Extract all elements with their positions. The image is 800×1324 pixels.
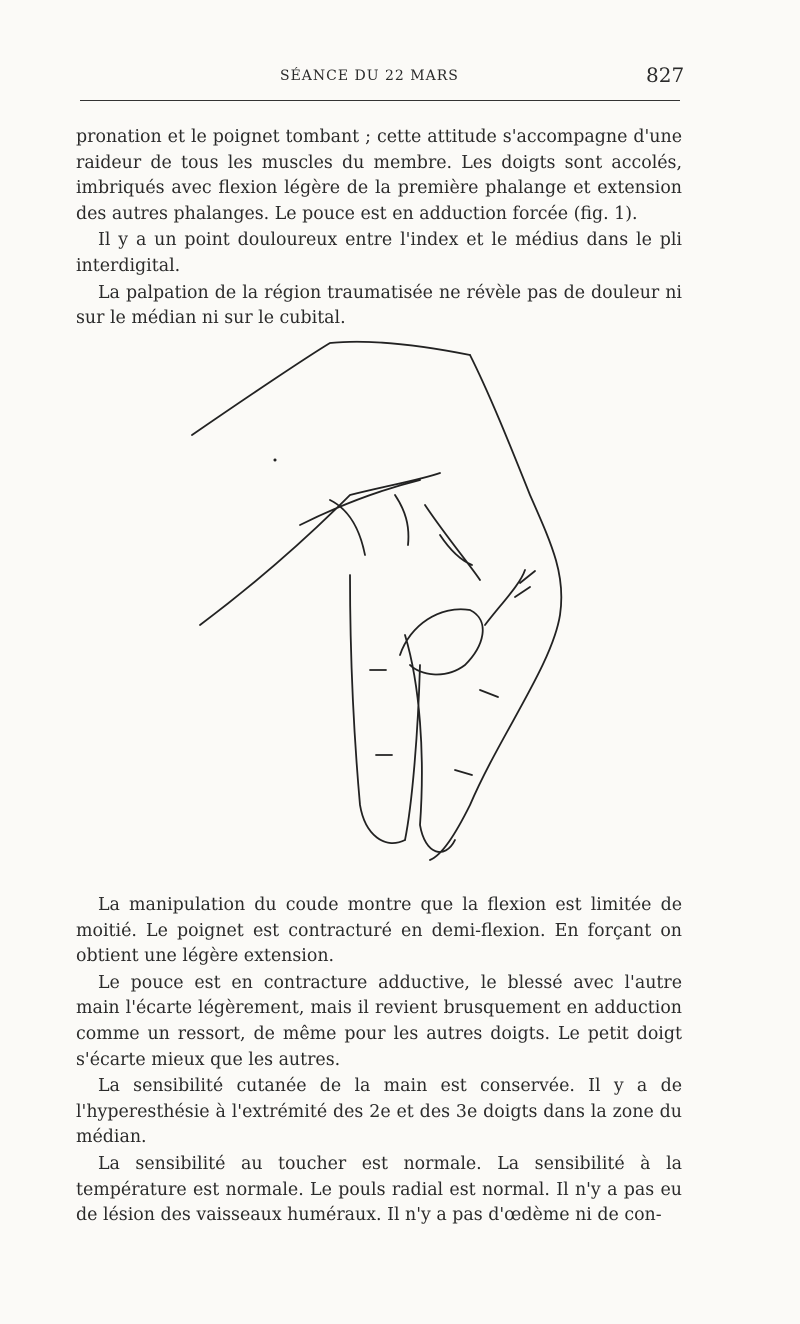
paragraph: La palpation de la région traumatisée ne révèle pas de douleur ni sur le médian ni sur le cubital. [76, 282, 682, 329]
page-number: 827 [646, 63, 685, 87]
hand-illustration [180, 335, 600, 875]
text-block-top [76, 125, 682, 332]
paragraph: La manipulation du coude montre que la flexion est limitée de moitié. Le poignet est contracturé en demi-flexion. En forçant on obtient une légère extension. [76, 895, 682, 967]
running-header: SÉANCE DU 22 MARS [280, 68, 459, 84]
hand-figure [180, 335, 600, 875]
header-rule [80, 100, 680, 101]
paragraph: pronation et le poignet tombant ; cette attitude s'accompagne d'une raideur de tous les muscles du membre. Les doigts sont accolés, imbriqués avec flexion légère de la première phalange et extension des autres phalanges. Le pouce est en adduction forcée (fig. 1). [76, 127, 682, 224]
paragraph: Il y a un point douloureux entre l'index et le médius dans le pli interdigital. [76, 230, 682, 276]
paragraph: La sensibilité cutanée de la main est conservée. Il y a de l'hyperesthésie à l'extrémité des 2e et des 3e doigts dans la zone du médian. [76, 1076, 682, 1148]
text-block-bottom [76, 893, 682, 1229]
paragraph: Le pouce est en contracture adductive, le blessé avec l'autre main l'écarte légèrement, mais il revient brusquement en adduction comme un ressort, de même pour les autres doigts. Le petit doigt s'écarte mieux que les autres. [76, 972, 682, 1070]
paragraph: La sensibilité au toucher est normale. La sensibilité à la température est normale. Le pouls radial est normal. Il n'y a pas eu de lésion des vaisseaux huméraux. Il n'y a pas d'œdème ni de con- [76, 1153, 682, 1226]
